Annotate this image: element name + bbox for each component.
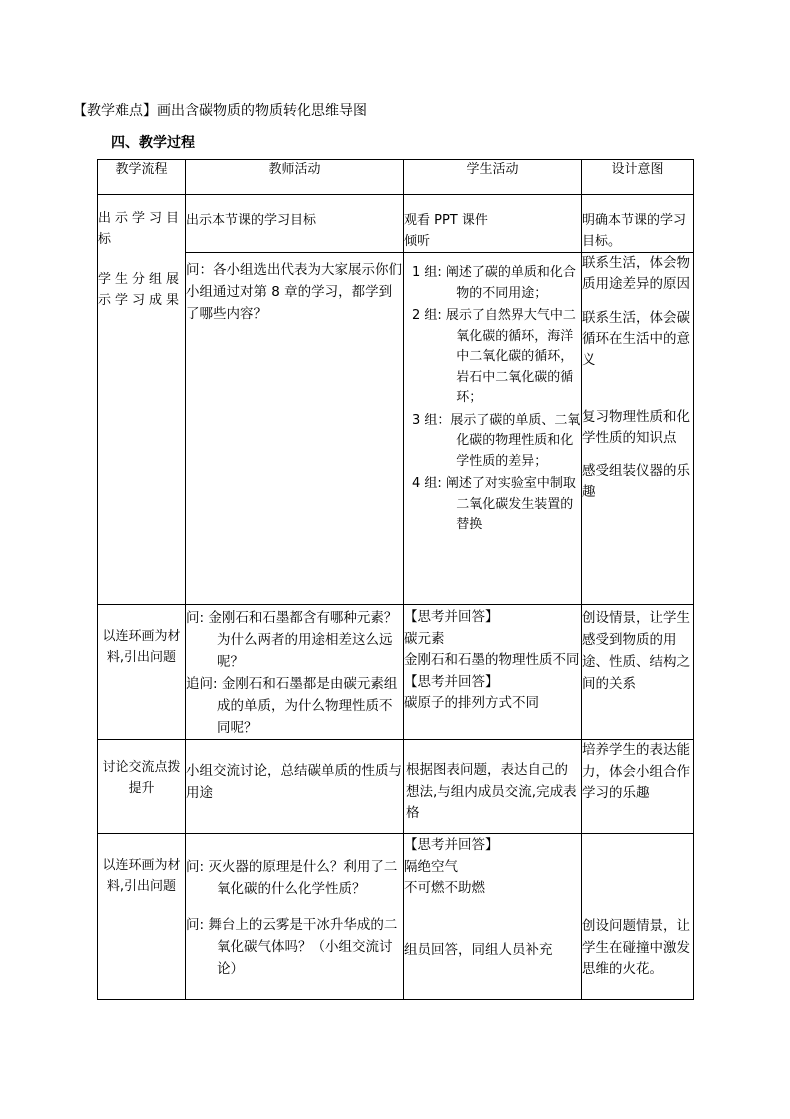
table-header-row (98, 160, 694, 195)
student-text: 4 组: 阐述了对实验室中制取二氧化碳发生装置的替换 (412, 476, 576, 532)
student-text: 根据图表问题，表达自己的想法,与组内成员交流,完成表格 (406, 762, 577, 821)
table-row (98, 834, 694, 1000)
teacher-text: 问: 灭火器的原理是什么？利用了二氧化碳的什么化学性质？ (186, 859, 398, 897)
teacher-text: 小组交流讨论，总结碳单质的性质与用途 (186, 763, 402, 801)
student-text: 碳原子的排列方式不同 (404, 695, 539, 711)
table-row (98, 605, 694, 740)
student-text: 【思考并回答】 (404, 673, 499, 690)
flow-cell (98, 195, 186, 605)
flow-label: 以连环画为材料,引出问题 (102, 629, 181, 665)
flow-label: 讨论交流点拨提升 (102, 760, 181, 796)
student-text: 倾听 (404, 233, 431, 249)
student-text: 隔绝空气 (404, 858, 458, 875)
intent-text: 明确本节课的学习目标。 (582, 213, 687, 249)
student-cell (404, 740, 582, 834)
intent-text: 联系生活，体会碳循环在生活中的意义 (582, 310, 690, 368)
section-title: 四、教学过程 (111, 135, 195, 151)
teacher-text: 问: 金刚石和石墨都含有哪种元素？为什么两者的用途相差这么远呢？ (186, 610, 398, 670)
header-intent: 设计意图 (582, 160, 694, 195)
teacher-text: 追问: 金刚石和石墨都是由碳元素组成的单质，为什么物理性质不同呢？ (186, 676, 398, 736)
teacher-text: 问: 舞台上的云雾是干冰升华成的二氧化碳气体吗？（小组交流讨论） (186, 917, 398, 977)
table-row (98, 740, 694, 834)
student-text: 观看 PPT 课件 (404, 213, 488, 228)
header-flow: 教学流程 (98, 160, 186, 195)
intent-text: 创设情景，让学生感受到物质的用途、性质、结构之间的关系 (582, 610, 690, 692)
flow-cell (98, 834, 186, 1000)
header-student: 学生活动 (404, 160, 582, 195)
intent-text: 联系生活，体会物质用途差异的原因 (582, 255, 690, 292)
student-cell (404, 195, 582, 253)
teacher-cell (186, 195, 404, 253)
flow-label: 学生分组展示学习成果 (98, 272, 184, 308)
intent-text: 感受组装仪器的乐趣 (582, 463, 690, 500)
intent-cell (582, 195, 694, 253)
student-text: 碳元素 (404, 630, 445, 647)
intent-cell (582, 834, 694, 1000)
flow-cell (98, 740, 186, 834)
header-teacher: 教师活动 (186, 160, 404, 195)
student-text: 3 组：展示了碳的单质、二氧化碳的物理性质和化学性质的差异； (412, 412, 581, 469)
teacher-text: 问：各小组选出代表为大家展示你们小组通过对第 8 章的学习，都学到了哪些内容？ (186, 262, 402, 322)
table-row (98, 195, 694, 253)
teacher-cell (186, 253, 404, 605)
student-text: 【思考并回答】 (404, 609, 499, 625)
table-row (98, 253, 694, 605)
student-text: 1 组: 阐述了碳的单质和化合物的不同用途； (412, 265, 576, 301)
teacher-text: 出示本节课的学习目标 (186, 213, 317, 228)
student-cell (404, 605, 582, 740)
intent-cell (582, 253, 694, 605)
teacher-cell (186, 605, 404, 740)
student-text: 不可燃不助燃 (404, 880, 485, 896)
flow-label: 出示学习目标 (98, 211, 184, 247)
intent-text: 创设问题情景，让学生在碰撞中激发思维的火花。 (582, 918, 690, 977)
teacher-cell (186, 740, 404, 834)
student-text: 组员回答，同组人员补充 (404, 941, 553, 958)
intent-cell (582, 740, 694, 834)
teaching-process-table (97, 159, 694, 1000)
intent-text: 培养学生的表达能力，体会小组合作学习的乐趣 (582, 742, 690, 801)
student-cell (404, 253, 582, 605)
student-text: 【思考并回答】 (404, 837, 499, 853)
teaching-difficulty-line: 【教学难点】画出含碳物质的物质转化思维导图 (73, 103, 367, 119)
student-cell (404, 834, 582, 1000)
flow-cell (98, 605, 186, 740)
student-text: 金刚石和石墨的物理性质不同 (404, 652, 580, 668)
intent-text: 复习物理性质和化学性质的知识点 (582, 409, 690, 446)
intent-cell (582, 605, 694, 740)
teacher-cell (186, 834, 404, 1000)
student-text: 2 组: 展示了自然界大气中二氧化碳的循环，海洋中二氧化碳的循环，岩石中二氧化碳的循环； (412, 308, 576, 405)
flow-label: 以连环画为材料,引出问题 (102, 858, 181, 894)
